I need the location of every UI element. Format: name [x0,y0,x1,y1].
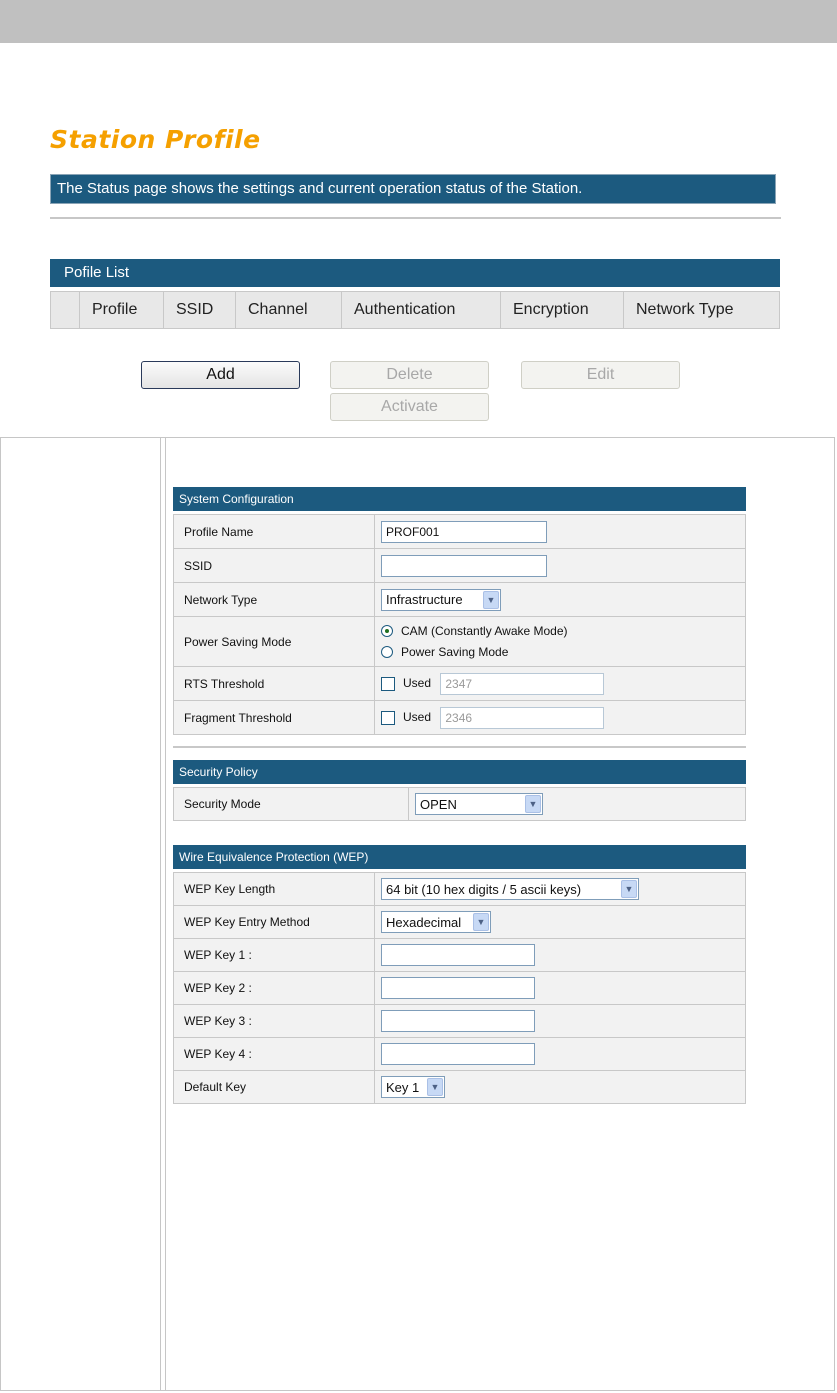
power-saving-option-psm[interactable] [381,642,745,663]
wep-key-4-input[interactable] [381,1043,535,1065]
column-authentication: Authentication [342,292,501,328]
column-ssid: SSID [164,292,236,328]
wep-key-2-input[interactable] [381,977,535,999]
system-configuration-header: System Configuration [173,487,746,511]
activate-button[interactable]: Activate [330,393,489,421]
wep-key-length-select[interactable] [381,878,639,900]
security-mode-label: Security Mode [174,788,409,821]
wep-key-length-value: 64 bit (10 hex digits / 5 ascii keys) [386,881,582,897]
network-type-select[interactable] [381,589,501,611]
ssid-label: SSID [174,549,375,583]
network-type-value: Infrastructure [386,592,463,607]
divider [50,217,781,219]
profile-list-columns [50,291,780,329]
profile-list-header: Pofile List [50,259,780,287]
rts-threshold-input[interactable]: 2347 [440,673,604,695]
chevron-down-icon: ▼ [427,1078,443,1096]
wep-key-1-label: WEP Key 1 : [174,939,375,972]
wep-key-length-label: WEP Key Length [174,873,375,906]
chevron-down-icon: ▼ [473,913,489,931]
fragment-used-checkbox[interactable] [381,711,395,725]
page-description: The Status page shows the settings and current operation status of the Station. [50,174,776,204]
security-policy-table [173,787,746,821]
column-profile: Profile [80,292,164,328]
column-channel: Channel [236,292,342,328]
column-encryption: Encryption [501,292,624,328]
chevron-down-icon: ▼ [483,591,499,609]
wep-entry-method-select[interactable] [381,911,491,933]
column-select [51,292,80,328]
default-key-select[interactable] [381,1076,445,1098]
power-saving-option-label: CAM (Constantly Awake Mode) [401,624,568,638]
system-configuration-table [173,514,746,735]
power-saving-label: Power Saving Mode [174,617,375,667]
wep-entry-method-value: Hexadecimal [386,914,462,930]
wep-key-1-input[interactable] [381,944,535,966]
wep-key-3-label: WEP Key 3 : [174,1005,375,1038]
top-bar [0,0,837,43]
wep-key-4-label: WEP Key 4 : [174,1038,375,1071]
column-network-type: Network Type [636,301,734,318]
wep-key-3-input[interactable] [381,1010,535,1032]
wep-header: Wire Equivalence Protection (WEP) [173,845,746,869]
rts-used-label: Used [403,675,432,690]
frame-divider [165,437,166,1391]
security-mode-value: OPEN [420,796,457,812]
delete-button[interactable]: Delete [330,361,489,389]
edit-button[interactable]: Edit [521,361,680,389]
network-type-label: Network Type [174,583,375,617]
rts-used-checkbox[interactable] [381,677,395,691]
add-button[interactable]: Add [141,361,300,389]
power-saving-option-cam[interactable] [381,621,745,642]
radio-unselected-icon[interactable] [381,646,393,658]
wep-key-2-label: WEP Key 2 : [174,972,375,1005]
default-key-label: Default Key [174,1071,375,1104]
frame-divider [160,437,161,1391]
rts-threshold-label: RTS Threshold [174,667,375,701]
profile-name-input[interactable]: PROF001 [381,521,547,543]
chevron-down-icon: ▼ [525,795,541,813]
security-policy-header: Security Policy [173,760,746,784]
profile-name-label: Profile Name [174,515,375,549]
fragment-used-label: Used [403,709,432,724]
fragment-threshold-label: Fragment Threshold [174,701,375,735]
chevron-down-icon: ▼ [621,880,637,898]
radio-selected-icon[interactable] [381,625,393,637]
power-saving-option-label: Power Saving Mode [401,645,509,659]
security-mode-select[interactable] [415,793,543,815]
wep-entry-method-label: WEP Key Entry Method [174,906,375,939]
ssid-input[interactable] [381,555,547,577]
divider [173,746,746,748]
default-key-value: Key 1 [386,1079,420,1095]
wep-table [173,872,746,1104]
page-title: Station Profile [50,125,261,154]
fragment-threshold-input[interactable]: 2346 [440,707,604,729]
